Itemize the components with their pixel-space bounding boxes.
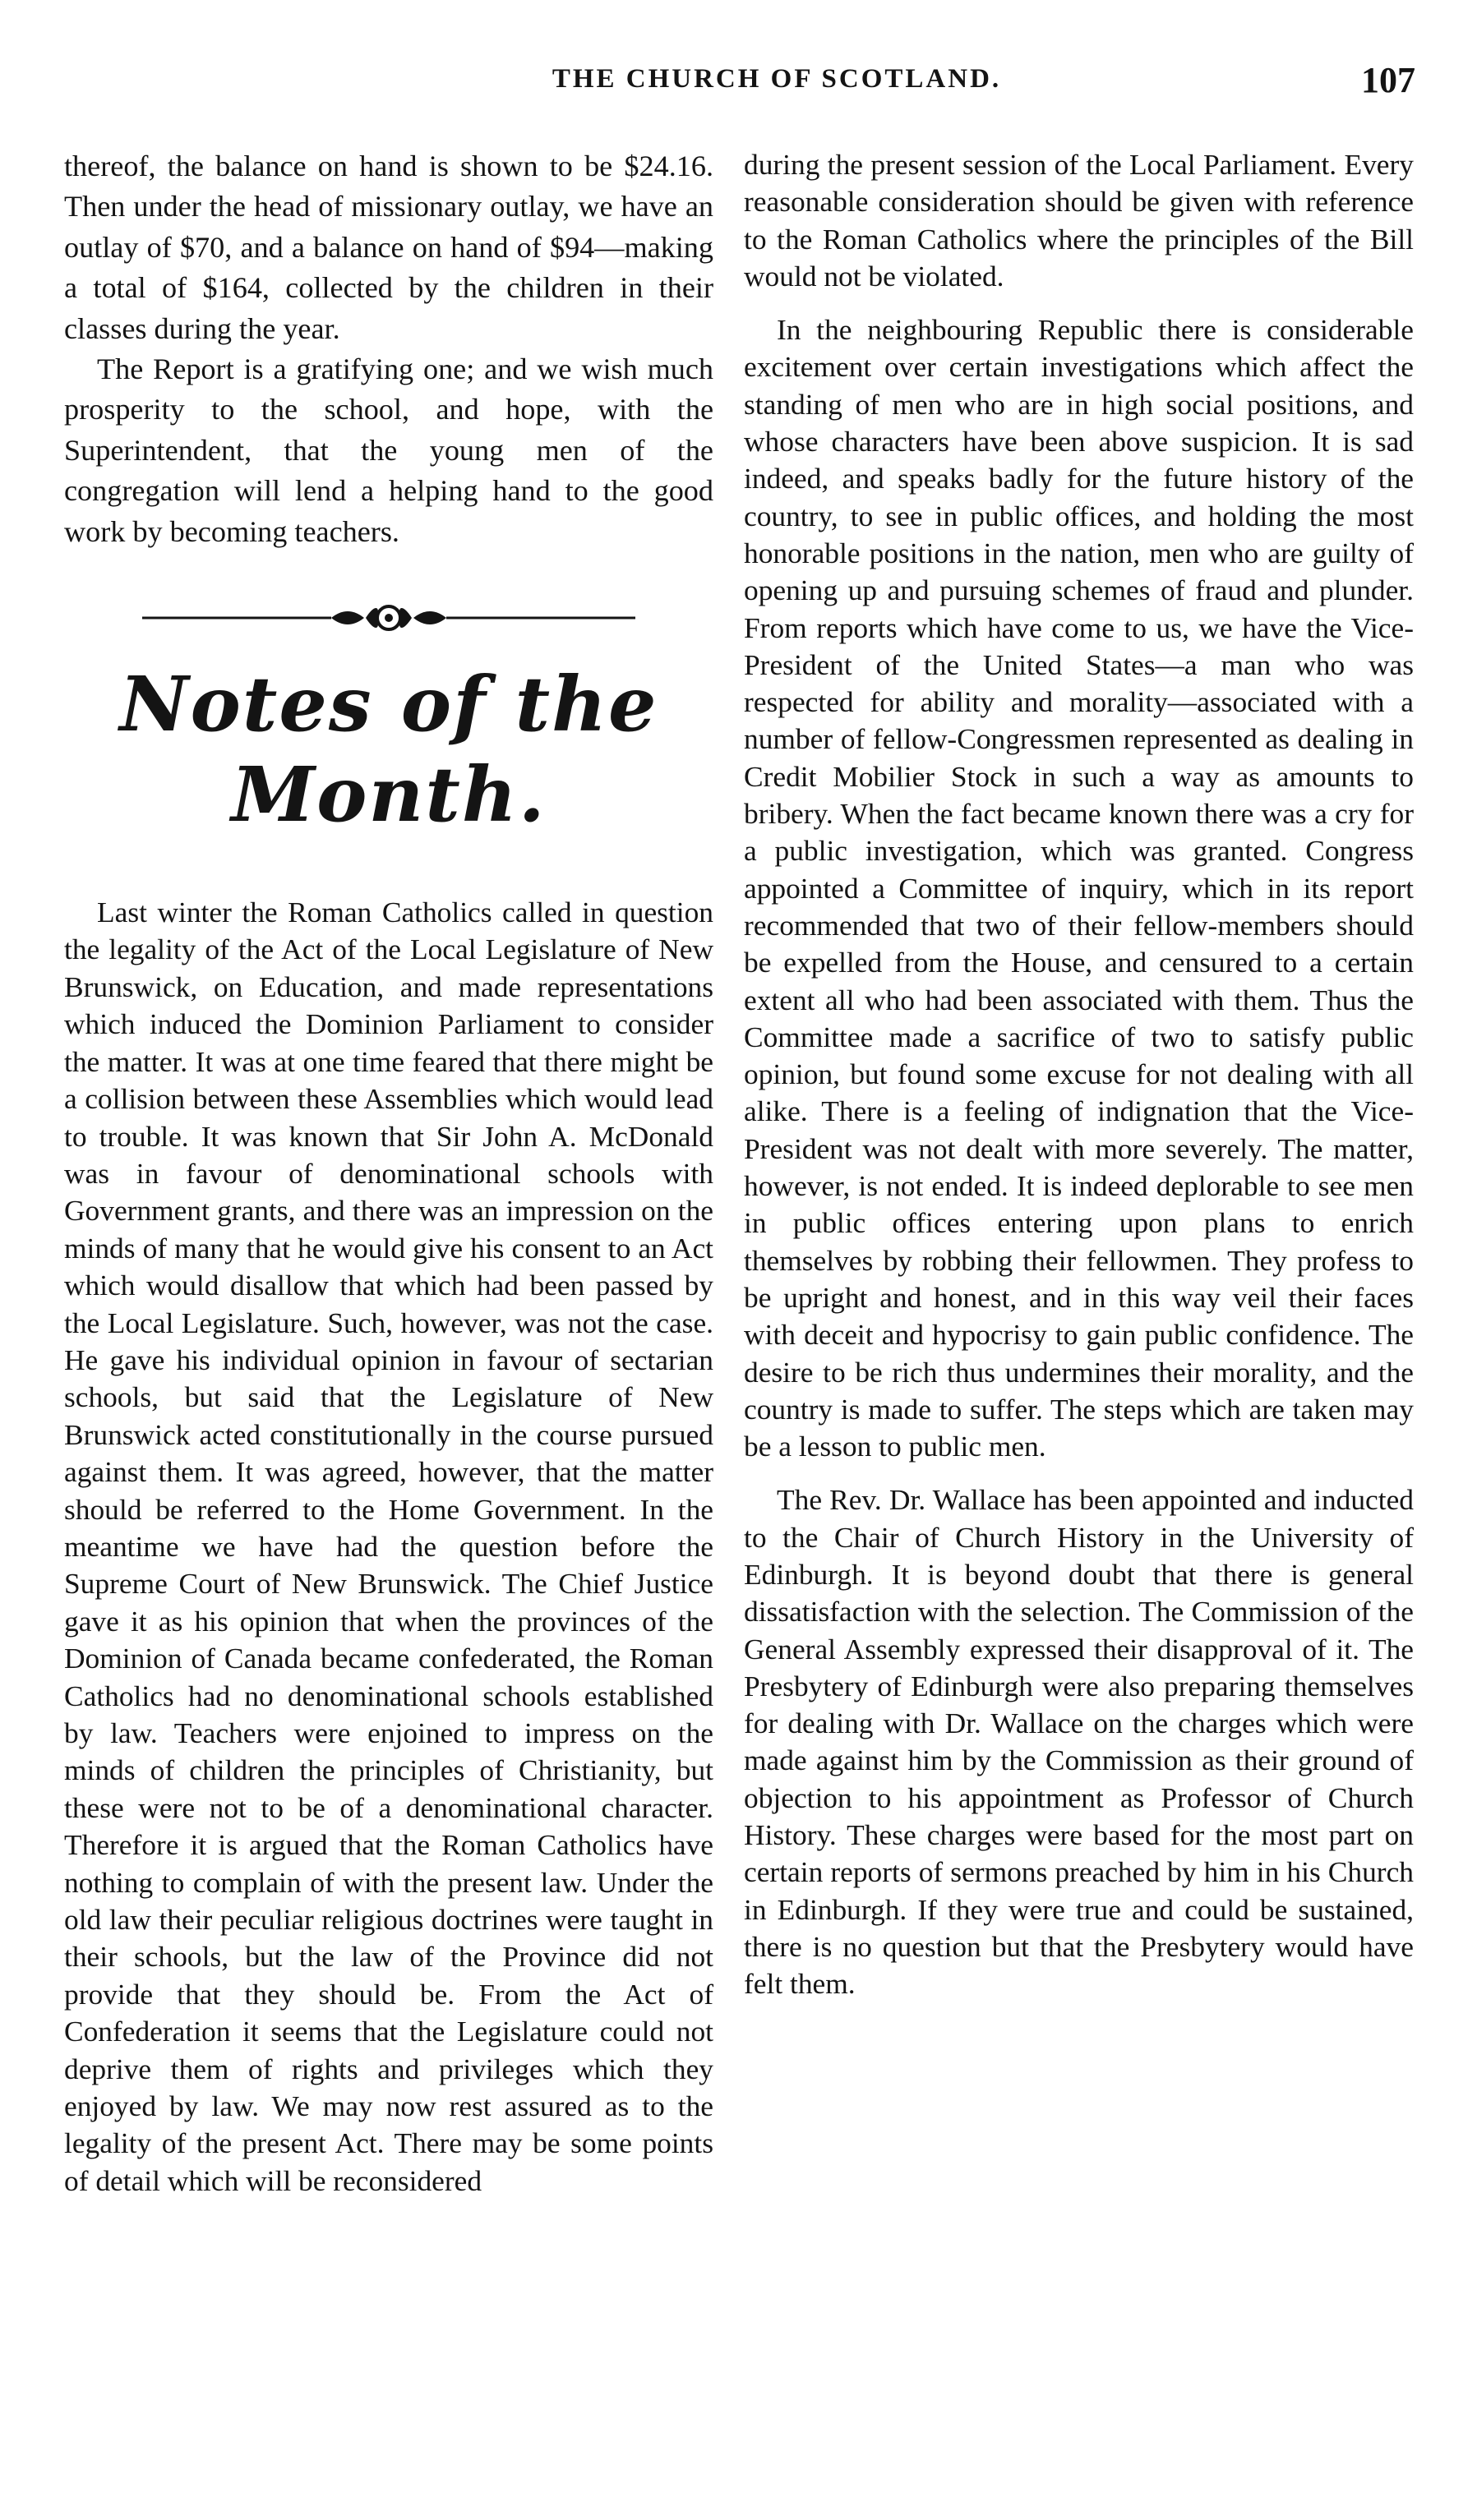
page-number: 107	[1361, 60, 1415, 100]
divider-ornament-icon	[142, 593, 635, 643]
paragraph-local-parliament: during the present session of the Local Parliament. Every reasonable consideration should be given with reference to the Roman Catholics where the principles of the Bill would not be violated.	[744, 148, 1414, 293]
ornamental-divider	[64, 593, 713, 643]
paragraph-report-gratifying: The Report is a gratifying one; and we wish much prosperity to the school, and hope, with the Superintendent, that the young men of the congregation will lend a helping hand to the good work by becoming teachers.	[64, 352, 713, 548]
running-head	[132, 59, 1422, 108]
section-heading: Notes of the Month.	[119, 660, 658, 840]
right-column	[744, 146, 1414, 2003]
paragraph-school-report-end: thereof, the balance on hand is shown to be $24.16. Then under the head of missionary outlay, we have an outlay of $70, and a balance on hand of $94—making a total of $164, collected by the children in their classes during the year.	[64, 150, 713, 345]
paragraph-roman-catholics-new-brunswick: Last winter the Roman Catholics called in question the legality of the Act of the Local Legislature of New Brunswick, on Education, and made representations which induced the Dominion Parliament to consider the matter. It was at one time feared that there might be a collision between these Assemblies which would lead to trouble. It was known that Sir John A. McDonald was in favour of denominational schools with Government grants, and there was an impression on the minds of many that he would give his consent to an Act which would disallow that which had been passed by the Local Legislature. Such, however, was not the case. He gave his individual opinion in favour of sectarian schools, but said that the Legislature of New Brunswick acted constitutionally in the course pursued against them. It was agreed, however, that the matter should be referred to the Home Government. In the meantime we have had the question before the Supreme Court of New Brunswick. The Chief Justice gave it as his opinion that when the provinces of the Dominion of Canada became confederated, the Roman Catholics had no denominational schools established by law. Teachers were enjoined to impress on the minds of children the principles of Christianity, but these were not to be of a denominational character. Therefore it is argued that the Roman Catholics have nothing to complain of with the present law. Under the old law their peculiar religious doctrines were taught in their schools, but the law of the Province did not provide that they should be. From the Act of Confederation it seems that the Legislature could not deprive them of rights and privileges which they enjoyed by law. We may now rest assured as to the legality of the present Act. There may be some points of detail which will be reconsidered	[64, 896, 713, 2197]
paragraph-neighbouring-republic: In the neighbouring Republic there is considerable excitement over certain investigations which affect the standing of men who are in high social positions, and whose characters have been above suspicion. It is sad indeed, and speaks badly for the future history of the country, to see in public offices, and holding the most honorable positions in the nation, men who are guilty of opening up and pursuing schemes of fraud and plunder. From reports which have come to us, we have the Vice-President of the United States—a man who was respected for ability and morality—associated with a number of fellow-Congressmen represented as dealing in Credit Mobilier Stock in such a way as amounts to bribery. When the fact became known there was a cry for a public investigation, which was granted. Congress appointed a Committee of inquiry, which in its report recommended that two of their fellow-members should be expelled from the House, and censured to a certain extent all who had been associated with them. Thus the Committee made a sacrifice of two to satisfy public opinion, but found some excuse for not dealing with all alike. There is a feeling of indignation that the Vice-President was not dealt with more severely. The matter, however, is not ended. It is indeed deplorable to see men in public offices entering upon plans to enrich themselves by robbing their fellowmen. They profess to be upright and honest, and in this way veil their faces with deceit and hypocrisy to gain public confidence. The desire to be rich thus undermines their morality, and the country is made to suffer. The steps which are taken may be a lesson to public men.	[744, 313, 1414, 1463]
left-column	[64, 146, 713, 2200]
running-title: THE CHURCH OF SCOTLAND.	[552, 64, 1002, 94]
paragraph-dr-wallace: The Rev. Dr. Wallace has been appointed and inducted to the Chair of Church History in the University of Edinburgh. It is beyond doubt that there is general dissatisfaction with the selection. The Commission of the General Assembly expressed their disapproval of it. The Presbytery of Edinburgh were also preparing themselves for dealing with Dr. Wallace on the charges which were made against him by the Commission as their ground of objection to his appointment as Professor of Church History. These charges were based for the most part on certain reports of sermons preached by him in his Church in Edinburgh. If they were true and could be sustained, there is no question but that the Presbytery would have felt them.	[744, 1483, 1414, 2001]
